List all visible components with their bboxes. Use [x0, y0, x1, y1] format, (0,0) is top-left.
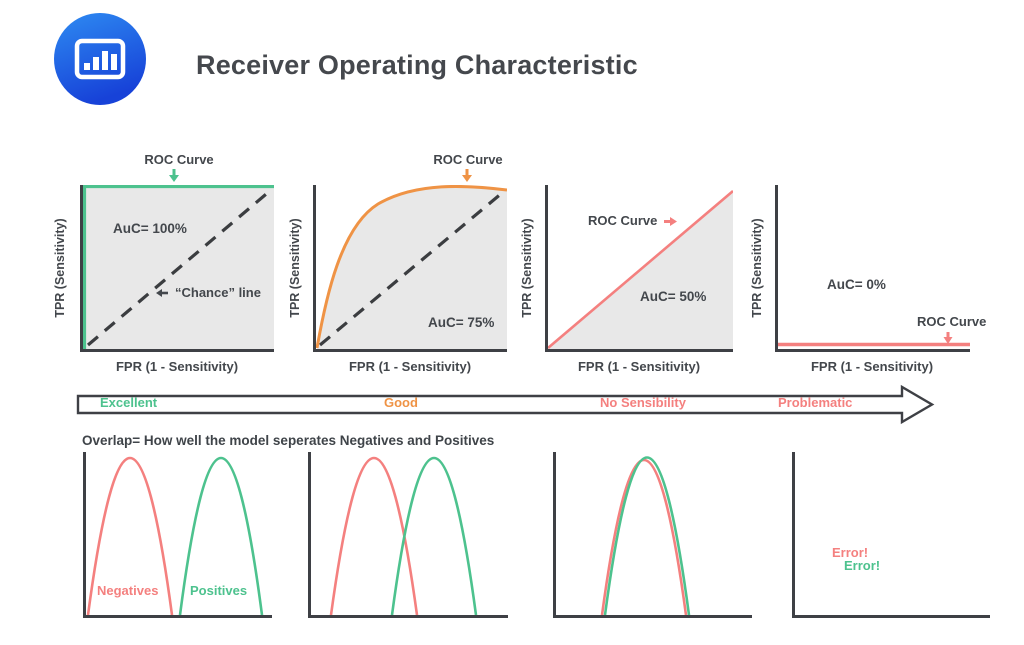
page-title: Receiver Operating Characteristic	[196, 50, 638, 80]
chance-line-label: “Chance” line	[175, 285, 261, 300]
x-axis-label-2: FPR (1 - Sensitivity)	[348, 359, 472, 374]
y-axis-label-2: TPR (Sensitivity)	[288, 218, 302, 318]
roc-curve-label-3: ROC Curve	[588, 213, 658, 228]
auc-value-1: AuC= 100%	[113, 221, 187, 236]
right-arrow-icon	[663, 216, 678, 227]
scale-label-excellent: Excellent	[100, 395, 158, 410]
positives-curve	[605, 458, 689, 616]
roc-curve-callout-3	[588, 214, 678, 228]
positives-curve	[392, 458, 476, 615]
x-axis-label-4: FPR (1 - Sensitivity)	[810, 359, 934, 374]
roc-curve-label-4: ROC Curve	[917, 314, 987, 329]
roc-curve-label-2: ROC Curve	[433, 152, 503, 167]
error-positives-label: Error!	[844, 558, 881, 573]
overlap-plot-full	[553, 452, 752, 618]
down-arrow-icon	[461, 168, 473, 183]
chance-line-callout	[155, 286, 261, 300]
roc-plot-auc50	[545, 185, 733, 352]
x-axis-label-1: FPR (1 - Sensitivity)	[115, 359, 239, 374]
y-axis-label-1: TPR (Sensitivity)	[53, 218, 67, 318]
bar-chart-logo-icon	[54, 13, 146, 105]
chance-line	[88, 190, 271, 345]
left-arrow-icon	[155, 288, 169, 298]
y-axis-label-3: TPR (Sensitivity)	[520, 218, 534, 318]
roc-curve-label-1: ROC Curve	[144, 152, 214, 167]
down-arrow-icon	[942, 331, 954, 345]
auc-value-4: AuC= 0%	[827, 277, 886, 292]
negatives-curve	[602, 460, 686, 615]
negatives-label: Negatives	[97, 583, 159, 598]
y-axis-label-4: TPR (Sensitivity)	[750, 218, 764, 318]
overlap-caption: Overlap= How well the model seperates Negatives and Positives	[82, 433, 495, 448]
positives-label: Positives	[190, 583, 248, 598]
overlap-plot-partial	[308, 452, 508, 618]
auc-value-2: AuC= 75%	[428, 315, 495, 330]
auc-value-3: AuC= 50%	[640, 289, 707, 304]
scale-label-no-sensibility: No Sensibility	[600, 395, 686, 410]
overlap-plot-error	[792, 452, 990, 618]
x-axis-label-3: FPR (1 - Sensitivity)	[577, 359, 701, 374]
roc-plot-auc100	[80, 185, 274, 352]
scale-label-problematic: Problematic	[778, 395, 853, 410]
error-negatives-label: Error!	[832, 545, 869, 560]
scale-label-good: Good	[384, 395, 418, 410]
down-arrow-icon	[168, 168, 180, 183]
